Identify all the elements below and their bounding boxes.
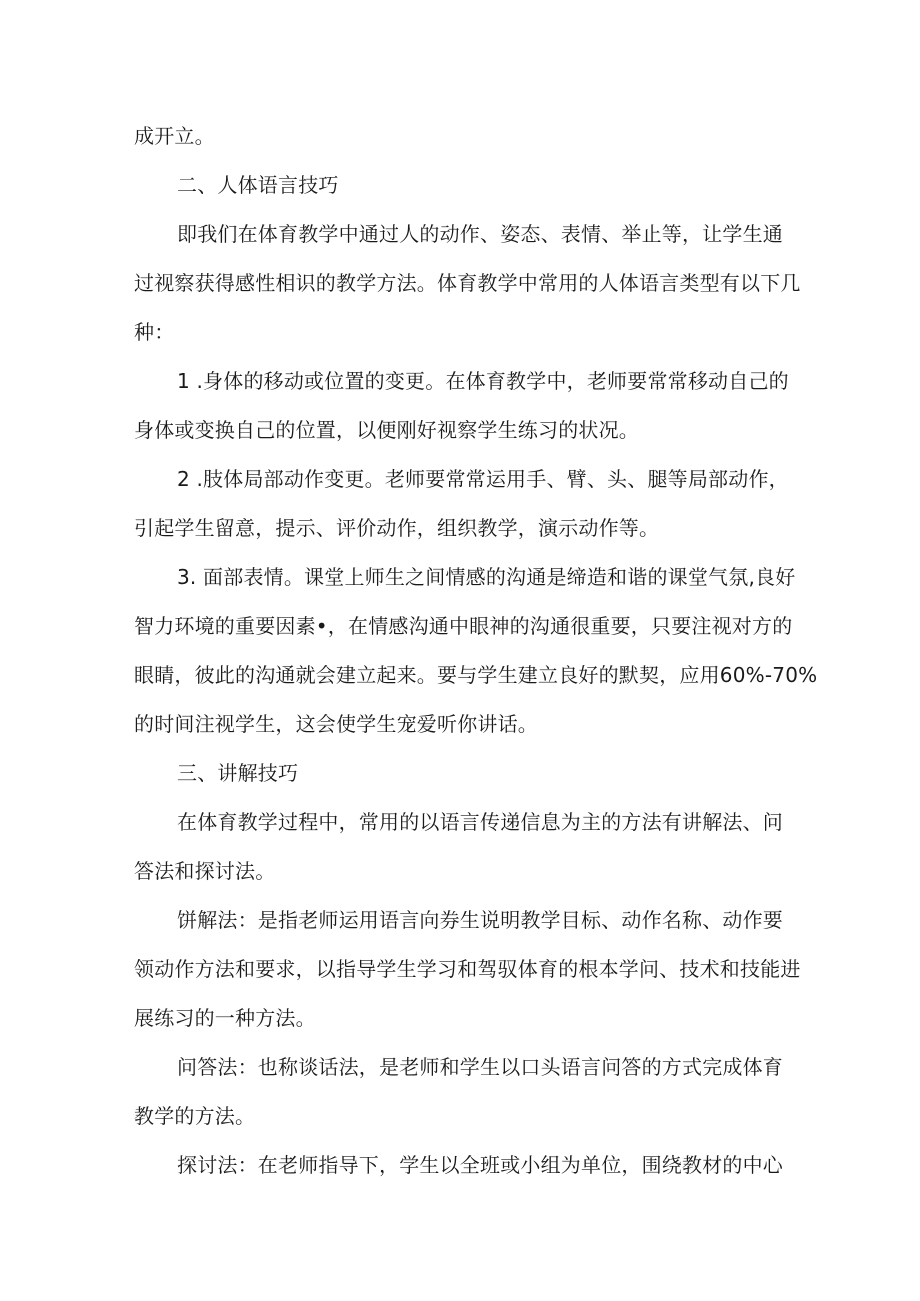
list-item-line: 的时间注视学生，这会使学生宠爱听你讲话。	[134, 712, 538, 736]
list-item-line: 2 .肢体局部动作变更。老师要常常运用手、臂、头、腿等局部动作，	[177, 467, 789, 491]
paragraph-line: 答法和探讨法。	[134, 859, 276, 883]
paragraph-line: 探讨法：在老师指导下，学生以全班或小组为单位，围绕教材的中心	[177, 1153, 783, 1177]
list-item-line: 3. 面部表情。课堂上师生之间情感的沟通是缔造和谐的课堂气氛,良好	[177, 565, 796, 589]
paragraph-line: 饼解法：是指老师运用语言向券生说明教学目标、动作名称、动作要	[177, 908, 783, 932]
paragraph-line: 成开立。	[134, 124, 215, 148]
list-item-line: 1 .身体的移动或位置的变更。在体育教学中，老师要常常移动自己的	[177, 369, 789, 393]
list-item-line: 引起学生留意，提示、评价动作，组织教学，演示动作等。	[134, 516, 660, 540]
paragraph-line: 种：	[134, 320, 175, 344]
list-item-line: 身体或变换自己的位置，以便刚好视察学生练习的状况。	[134, 418, 639, 442]
list-item-line: 眼睛，彼此的沟通就会建立起来。要与学生建立良好的默契，应用60%-70%	[134, 663, 818, 687]
section-heading: 二、人体语言技巧	[177, 173, 339, 197]
paragraph-line: 即我们在体育教学中通过人的动作、姿态、表情、举止等，让学生通	[177, 222, 783, 246]
paragraph-line: 问答法：也称谈话法，是老师和学生以口头语言问答的方式完成体育	[177, 1055, 783, 1079]
paragraph-line: 过视察获得感性相识的教学方法。体育教学中常用的人体语言类型有以下几	[134, 271, 801, 295]
list-item-line: 智力环境的重要因素•，在情感沟通中眼神的沟通很重要，只要注视对方的	[134, 614, 793, 638]
paragraph-line: 展练习的一种方法。	[134, 1006, 316, 1030]
section-heading: 三、讲解技巧	[177, 761, 299, 785]
paragraph-line: 教学的方法。	[134, 1104, 256, 1128]
paragraph-line: 领动作方法和要求，以指导学生学习和驾驭体育的根本学问、技术和技能进	[134, 957, 801, 981]
paragraph-line: 在体育教学过程中，常用的以语言传递信息为主的方法有讲解法、问	[177, 810, 783, 834]
